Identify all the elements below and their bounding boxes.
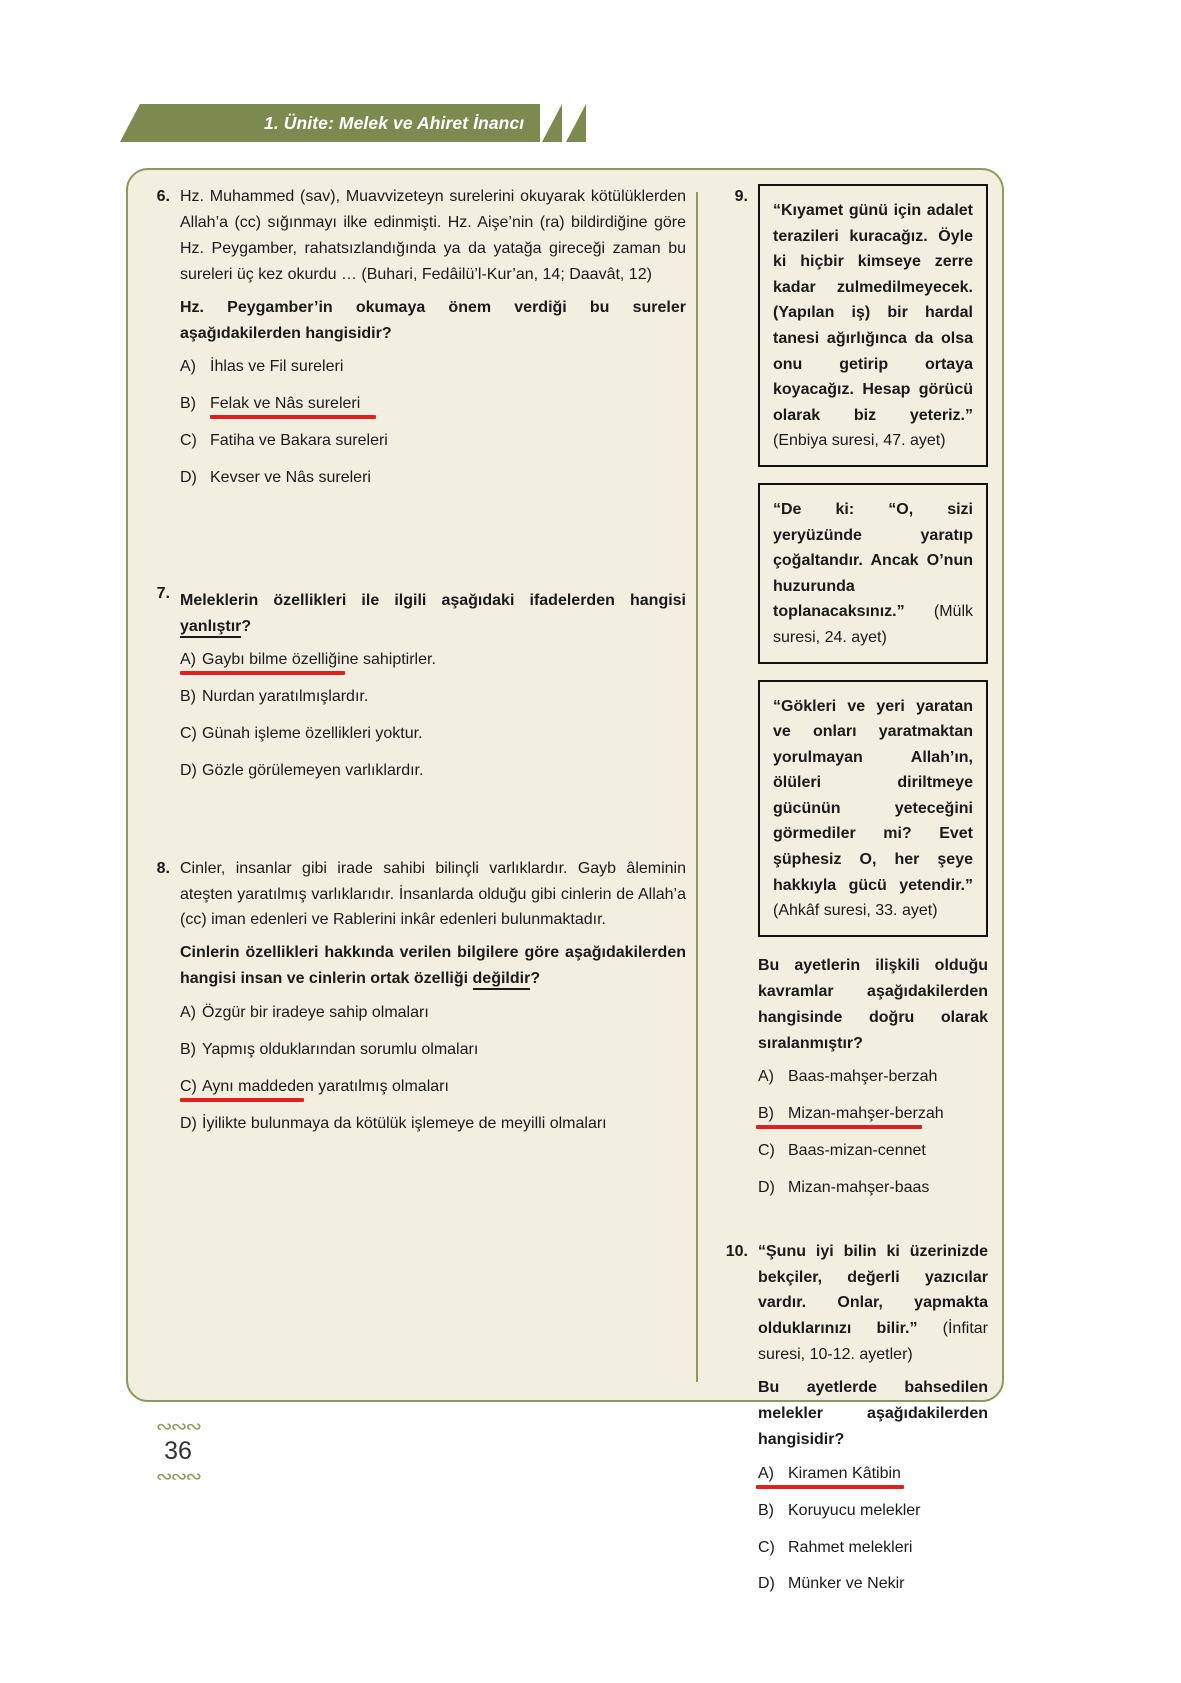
option-letter: A)	[180, 1004, 196, 1022]
left-column	[146, 184, 686, 1148]
quote-source: (İnfitar suresi, 10-12. ayetler)	[758, 1320, 988, 1364]
banner-slash-left-icon	[120, 104, 140, 142]
question-10-prompt: Bu ayetlerde bahsedilen melekler aşağıdakilerden hangisidir?	[758, 1379, 988, 1448]
question-6-prompt: Hz. Peygamber’in okumaya önem verdiği bu sureler aşağıdakilerden hangisidir?	[180, 298, 686, 342]
question-7-number: 7.	[156, 584, 170, 602]
option-text: Münker ve Nekir	[788, 1575, 905, 1593]
option-text: Kiramen Kâtibin	[788, 1464, 901, 1482]
option-text: İyilikte bulunmaya da kötülük işlemeye de meyilli olmaları	[202, 1114, 607, 1132]
quote-body: “Şunu iyi bilin ki üzerinizde bekçiler, değerli yazıcılar vardır. Onlar, yapmakta olduklarınızı bilir.”	[758, 1242, 988, 1338]
banner-slash-right-icon	[542, 104, 562, 142]
option-row[interactable]	[758, 1139, 988, 1164]
option-text: Gözle görülemeyen varlıklardır.	[202, 761, 424, 779]
question-9-options	[758, 1065, 988, 1200]
question-6-paragraph: Hz. Muhammed (sav), Muavvizeteyn surelerini okuyarak kötülüklerden Allah’a (cc) sığınmayı ilke edinmişti. Hz. Aişe’nin (ra) bildirdiğine göre Hz. Peygamber, rahatsızlandığında ya da yatağa gireceği zaman bu sureleri üç kez okurdu … (Buhari, Fedâilü’l-Kur’an, 14; Daavât, 12)	[180, 188, 686, 283]
quote-text	[773, 198, 973, 454]
option-row[interactable]	[180, 466, 686, 491]
option-text: Rahmet melekleri	[788, 1538, 913, 1556]
unit-title: 1. Ünite: Melek ve Ahiret İnancı	[264, 113, 525, 133]
question-7	[146, 581, 686, 796]
spacer	[146, 503, 686, 581]
quote-body: “Gökleri ve yeri yaratan ve onları yaratmaktan yorulmayan Allah’ın, ölüleri diriltmeye gücünün yeteceğini görmediler mi? Evet şüphesiz O, her şeye hakkıyla gücü yetendir.”	[773, 697, 973, 894]
option-row[interactable]	[180, 1001, 686, 1026]
question-7-prompt-keyword: yanlıştır	[180, 618, 241, 638]
option-letter: C)	[758, 1142, 775, 1160]
option-row[interactable]	[180, 648, 686, 673]
option-row[interactable]	[758, 1499, 988, 1524]
answer-underline	[210, 415, 376, 419]
option-text: Gaybı bilme özelliğine sahiptirler.	[202, 651, 436, 669]
question-7-prompt-post: ?	[241, 617, 252, 635]
option-text: İhlas ve Fil sureleri	[210, 358, 344, 376]
question-9-prompt: Bu ayetlerin ilişkili olduğu kavramlar aşağıdakilerden hangisinde doğru olarak sıralanmıştır?	[758, 956, 988, 1052]
question-8-paragraph: Cinler, insanlar gibi irade sahibi bilinçli varlıklardır. Gayb âleminin ateşten yaratılmış varlıklarıdır. İnsanlarda olduğu gibi cinlerin de Allah’a (cc) iman edenleri ve Rablerini inkâr edenleri bulunmaktadır.	[180, 859, 686, 929]
answer-underline	[756, 1125, 922, 1129]
quote-box-1	[758, 184, 988, 467]
option-row[interactable]	[180, 355, 686, 380]
page-number: 36	[164, 1437, 192, 1465]
quote-body: “Kıyamet günü için adalet terazileri kuracağız. Öyle ki hiçbir kimseye zerre kadar zulmedilmeyecek. (Yapılan iş) bir hardal tanesi ağırlığınca da olsa onu getirip ortaya koyacağız. Hesap görücü olarak biz yeteriz.”	[773, 202, 973, 424]
option-text: Mizan-mahşer-baas	[788, 1178, 930, 1196]
answer-underline	[180, 1098, 304, 1102]
option-letter: A)	[758, 1464, 774, 1482]
option-text: Baas-mizan-cennet	[788, 1142, 926, 1160]
option-row[interactable]	[180, 1075, 686, 1100]
question-8-prompt	[180, 940, 686, 992]
spacer	[146, 796, 686, 856]
option-row[interactable]	[180, 1112, 686, 1137]
question-9	[716, 184, 988, 1213]
option-letter: A)	[180, 651, 196, 669]
option-letter: D)	[758, 1178, 775, 1196]
flourish-bottom-icon: ∾∾∾	[155, 1465, 201, 1488]
option-letter: A)	[758, 1068, 774, 1086]
unit-header-banner	[118, 104, 586, 142]
banner-slash-right-outer-icon	[566, 104, 586, 142]
quote-source: (Enbiya suresi, 47. ayet)	[773, 432, 946, 450]
option-row[interactable]	[758, 1102, 988, 1127]
quote-box-3	[758, 680, 988, 937]
quote-source: (Mülk suresi, 24. ayet)	[773, 603, 973, 646]
option-row[interactable]	[758, 1536, 988, 1561]
option-row[interactable]	[758, 1065, 988, 1090]
option-letter: B)	[180, 395, 196, 413]
option-letter: B)	[180, 688, 196, 706]
option-row[interactable]	[180, 722, 686, 747]
option-letter: D)	[180, 468, 197, 486]
option-text: Felak ve Nâs sureleri	[210, 395, 361, 413]
option-letter: C)	[180, 725, 197, 743]
option-text: Baas-mahşer-berzah	[788, 1068, 938, 1086]
column-divider	[696, 192, 698, 1382]
option-text: Aynı maddeden yaratılmış olmaları	[202, 1077, 449, 1095]
question-7-prompt-pre: Meleklerin özellikleri ile ilgili aşağıdaki ifadelerden hangisi	[180, 591, 686, 609]
option-letter: C)	[758, 1538, 775, 1556]
question-7-prompt	[180, 588, 686, 640]
option-row[interactable]	[180, 685, 686, 710]
question-8-number: 8.	[156, 859, 170, 877]
flourish-top-icon: ∾∾∾	[155, 1416, 201, 1438]
option-letter: C)	[180, 1077, 197, 1095]
page-footer	[118, 1418, 238, 1486]
question-10-number: 10.	[725, 1242, 748, 1260]
answer-underline	[756, 1485, 904, 1489]
quote-text	[773, 497, 973, 651]
answer-underline	[180, 671, 345, 675]
option-text: Yapmış olduklarından sorumlu olmaları	[202, 1040, 479, 1058]
question-7-options	[180, 648, 686, 783]
right-column	[716, 184, 988, 1609]
quote-source: (Ahkâf suresi, 33. ayet)	[773, 902, 938, 920]
option-text: Özgür bir iradeye sahip olmaları	[202, 1004, 429, 1022]
question-10	[716, 1239, 988, 1609]
option-text: Kevser ve Nâs sureleri	[210, 468, 371, 486]
option-row[interactable]	[180, 429, 686, 454]
question-8-prompt-keyword: değildir	[473, 970, 531, 990]
option-letter: C)	[180, 432, 197, 450]
question-8-prompt-post: ?	[530, 970, 541, 988]
option-row[interactable]	[180, 759, 686, 784]
option-row[interactable]	[180, 392, 686, 417]
quote-text	[773, 694, 973, 924]
quote-body: “De ki: “O, sizi yeryüzünde yaratıp çoğaltandır. Ancak O’nun huzurunda toplanacaksınız.”	[773, 500, 973, 621]
question-9-number: 9.	[734, 188, 748, 205]
question-8-prompt-pre: Cinlerin özellikleri hakkında verilen bilgilere göre aşağıdakilerden hangisi insan ve cinlerin ortak özelliği	[180, 944, 686, 988]
spacer	[716, 1213, 988, 1239]
option-letter: D)	[180, 761, 197, 779]
quote-box-2	[758, 483, 988, 664]
question-6-options	[180, 355, 686, 490]
option-text: Koruyucu melekler	[788, 1501, 921, 1519]
option-row[interactable]	[758, 1176, 988, 1201]
option-letter: B)	[758, 1105, 774, 1123]
option-row[interactable]	[758, 1462, 988, 1487]
option-row[interactable]	[180, 1038, 686, 1063]
option-text: Nurdan yaratılmışlardır.	[202, 688, 369, 706]
option-row[interactable]	[758, 1572, 988, 1597]
option-letter: B)	[180, 1040, 196, 1058]
question-6-number: 6.	[156, 188, 170, 205]
option-letter: D)	[180, 1114, 197, 1132]
question-10-options	[758, 1462, 988, 1597]
option-text: Günah işleme özellikleri yoktur.	[202, 725, 423, 743]
option-text: Fatiha ve Bakara sureleri	[210, 432, 388, 450]
option-letter: A)	[180, 358, 196, 376]
question-10-quote	[758, 1239, 988, 1369]
option-letter: B)	[758, 1501, 774, 1519]
question-6	[146, 184, 686, 503]
question-8	[146, 856, 686, 1149]
option-letter: D)	[758, 1575, 775, 1593]
option-text: Mizan-mahşer-berzah	[788, 1105, 944, 1123]
question-8-options	[180, 1001, 686, 1136]
